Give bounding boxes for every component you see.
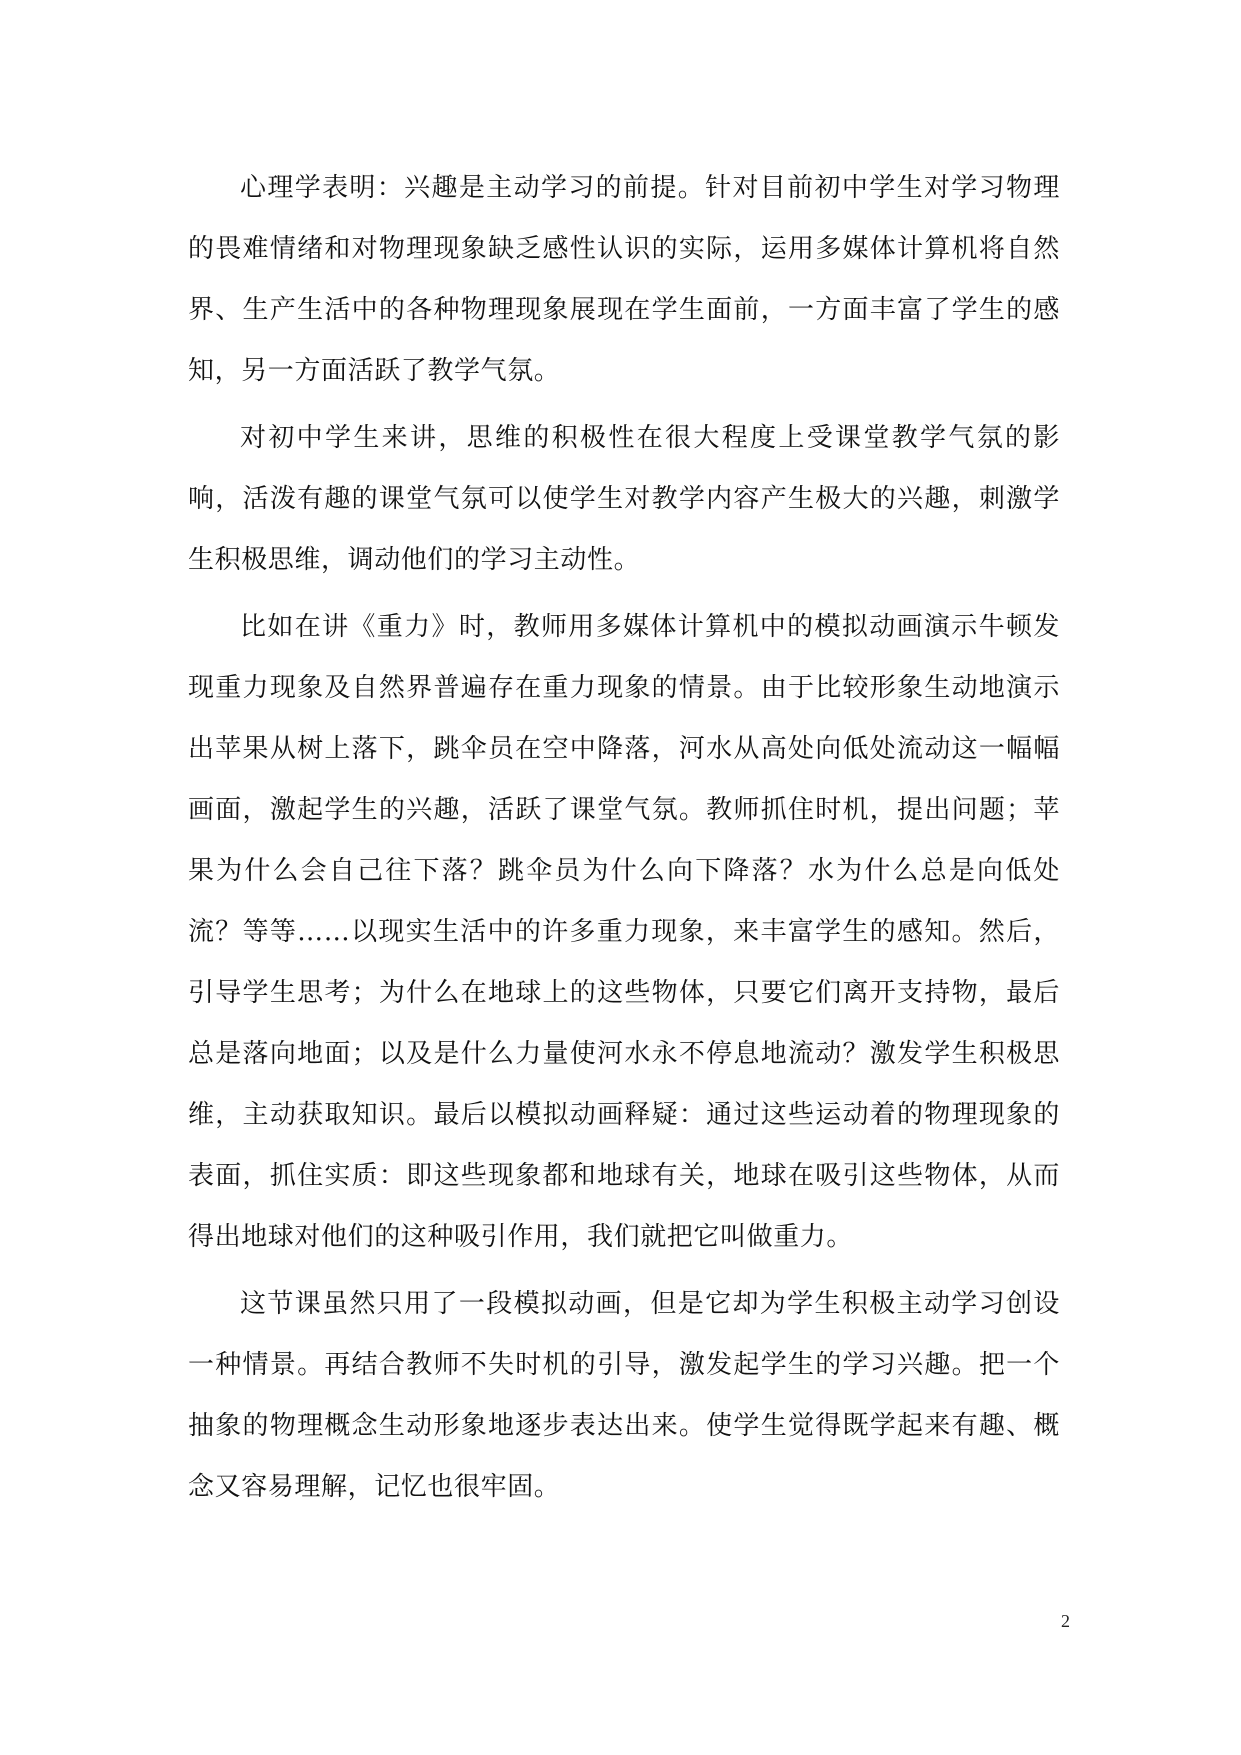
paragraph-classroom-atmosphere: 对初中学生来讲，思维的积极性在很大程度上受课堂教学气氛的影响，活泼有趣的课堂气氛可以使学生对教学内容产生极大的兴趣，刺激学生积极思维，调动他们的学习主动性。 (188, 423, 1060, 575)
document-body (188, 158, 1060, 1524)
page-number: 2 (1061, 1611, 1070, 1631)
paragraph-gravity-example: 比如在讲《重力》时，教师用多媒体计算机中的模拟动画演示牛顿发现重力现象及自然界普遍存在重力现象的情景。由于比较形象生动地演示出苹果从树上落下，跳伞员在空中降落，河水从高处向低处流动这一幅幅画面，激起学生的兴趣，活跃了课堂气氛。教师抓住时机，提出问题；苹果为什么会自己往下落？跳伞员为什么向下降落？水为什么总是向低处流？等等……以现实生活中的许多重力现象，来丰富学生的感知。然后，引导学生思考；为什么在地球上的这些物体，只要它们离开支持物，最后总是落向地面；以及是什么力量使河水永不停息地流动？激发学生积极思维，主动获取知识。最后以模拟动画释疑：通过这些运动着的物理现象的表面，抓住实质：即这些现象都和地球有关，地球在吸引这些物体，从而得出地球对他们的这种吸引作用，我们就把它叫做重力。 (188, 612, 1060, 1252)
paragraph-interest: 心理学表明：兴趣是主动学习的前提。针对目前初中学生对学习物理的畏难情绪和对物理现象缺乏感性认识的实际，运用多媒体计算机将自然界、生产生活中的各种物理现象展现在学生面前，一方面丰富了学生的感知，另一方面活跃了教学气氛。 (188, 173, 1060, 386)
paragraph-lesson-summary: 这节课虽然只用了一段模拟动画，但是它却为学生积极主动学习创设一种情景。再结合教师不失时机的引导，激发起学生的学习兴趣。把一个抽象的物理概念生动形象地逐步表达出来。使学生觉得既学起来有趣、概念又容易理解，记忆也很牢固。 (188, 1289, 1060, 1502)
